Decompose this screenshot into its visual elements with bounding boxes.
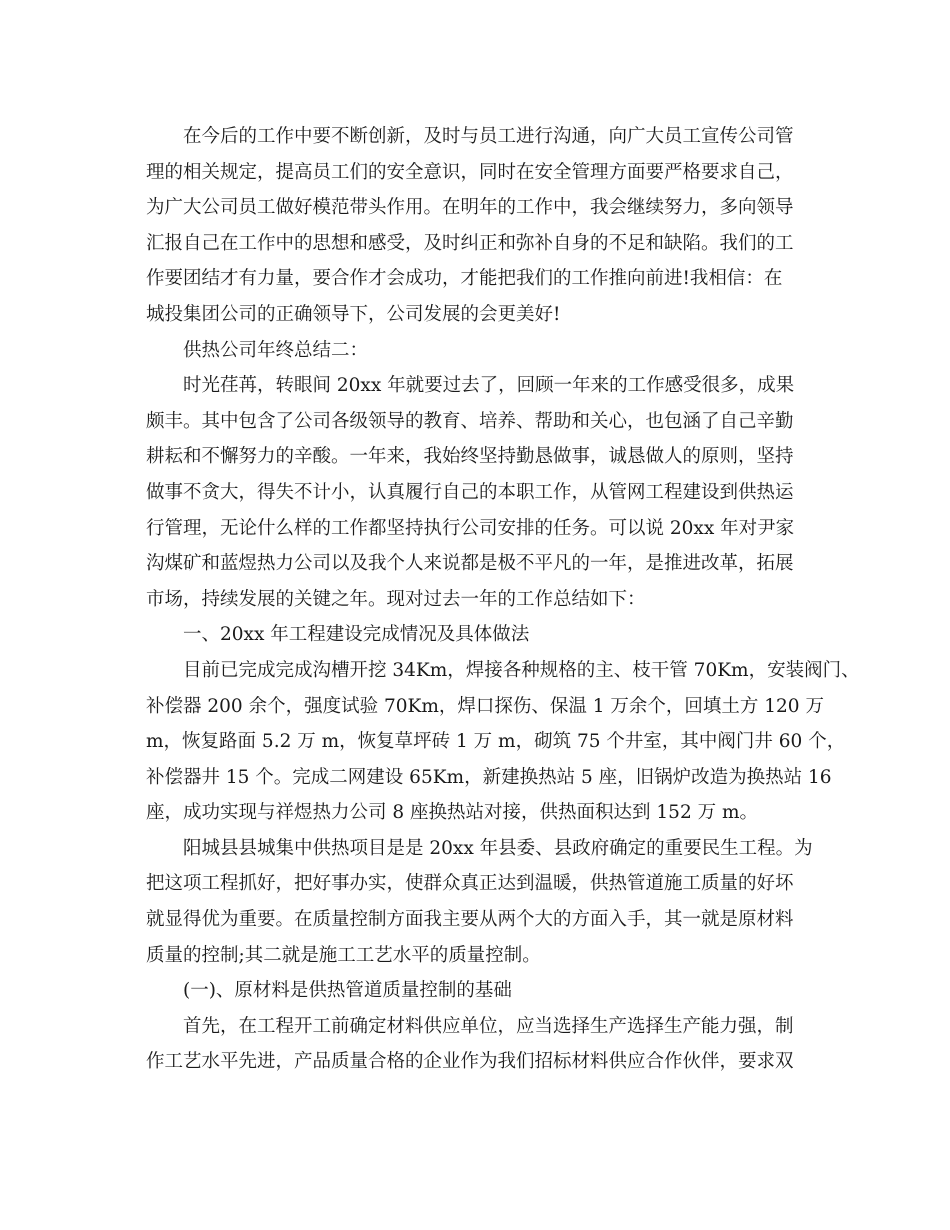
text-line: 为广大公司员工做好模范带头作用。在明年的工作中，我会继续努力，多向领导: [146, 197, 794, 219]
text-line: 目前已完成完成沟槽开挖 34Km，焊接各种规格的主、枝干管 70Km，安装阀门、: [183, 659, 860, 681]
section-heading: (一)、原材料是供热管道质量控制的基础: [183, 980, 512, 1002]
text-line: 市场，持续发展的关键之年。现对过去一年的工作总结如下：: [146, 588, 646, 610]
section-heading: 供热公司年终总结二：: [183, 339, 369, 361]
text-line: 座，成功实现与祥煜热力公司 8 座换热站对接，供热面积达到 152 万 m。: [146, 802, 759, 824]
text-line: 补偿器 200 余个，强度试验 70Km，焊口探伤、保温 1 万余个，回填土方 120 万: [146, 695, 824, 717]
text-line: 把这项工程抓好，把好事办实，使群众真正达到温暖，供热管道施工质量的好坏: [146, 873, 794, 895]
text-line: 理的相关规定，提高员工们的安全意识，同时在安全管理方面要严格要求自己，: [146, 161, 794, 183]
text-line: 行管理，无论什么样的工作都坚持执行公司安排的任务。可以说 20xx 年对尹家: [146, 517, 795, 539]
text-line: 城投集团公司的正确领导下，公司发展的会更美好!: [146, 303, 561, 325]
text-line: 耕耘和不懈努力的辛酸。一年来，我始终坚持勤恳做事，诚恳做人的原则，坚持: [146, 446, 794, 468]
text-line: 做事不贪大，得失不计小，认真履行自己的本职工作，从管网工程建设到供热运: [146, 481, 794, 503]
text-line: 质量的控制;其二就是施工工艺水平的质量控制。: [146, 944, 541, 966]
section-heading: 一、20xx 年工程建设完成情况及具体做法: [183, 624, 530, 646]
text-line: 首先，在工程开工前确定材料供应单位，应当选择生产选择生产能力强，制: [183, 1015, 794, 1037]
text-line: 就显得优为重要。在质量控制方面我主要从两个大的方面入手，其一就是原材料: [146, 909, 794, 931]
text-line: 作工艺水平先进，产品质量合格的企业作为我们招标材料供应合作伙伴，要求双: [146, 1051, 794, 1073]
document-body: [146, 119, 860, 1080]
text-line: 补偿器井 15 个。完成二网建设 65Km，新建换热站 5 座，旧锅炉改造为换热站 16: [146, 766, 832, 788]
text-line: 作要团结才有力量，要合作才会成功，才能把我们的工作推向前进!我相信：在: [146, 268, 783, 290]
text-line: 在今后的工作中要不断创新，及时与员工进行沟通，向广大员工宣传公司管: [183, 126, 794, 147]
text-line: m，恢复路面 5.2 万 m，恢复草坪砖 1 万 m，砌筑 75 个井室，其中阀门井 60 个，: [146, 731, 846, 753]
text-line: 时光荏苒，转眼间 20xx 年就要过去了，回顾一年来的工作感受很多，成果: [183, 375, 795, 397]
text-line: 沟煤矿和蓝煜热力公司以及我个人来说都是极不平凡的一年，是推进改革，拓展: [146, 553, 794, 575]
text-line: 颇丰。其中包含了公司各级领导的教育、培养、帮助和关心，也包涵了自己辛勤: [146, 410, 794, 432]
text-line: 阳城县县城集中供热项目是是 20xx 年县委、县政府确定的重要民生工程。为: [183, 837, 813, 859]
text-line: 汇报自己在工作中的思想和感受，及时纠正和弥补自身的不足和缺陷。我们的工: [146, 232, 794, 254]
